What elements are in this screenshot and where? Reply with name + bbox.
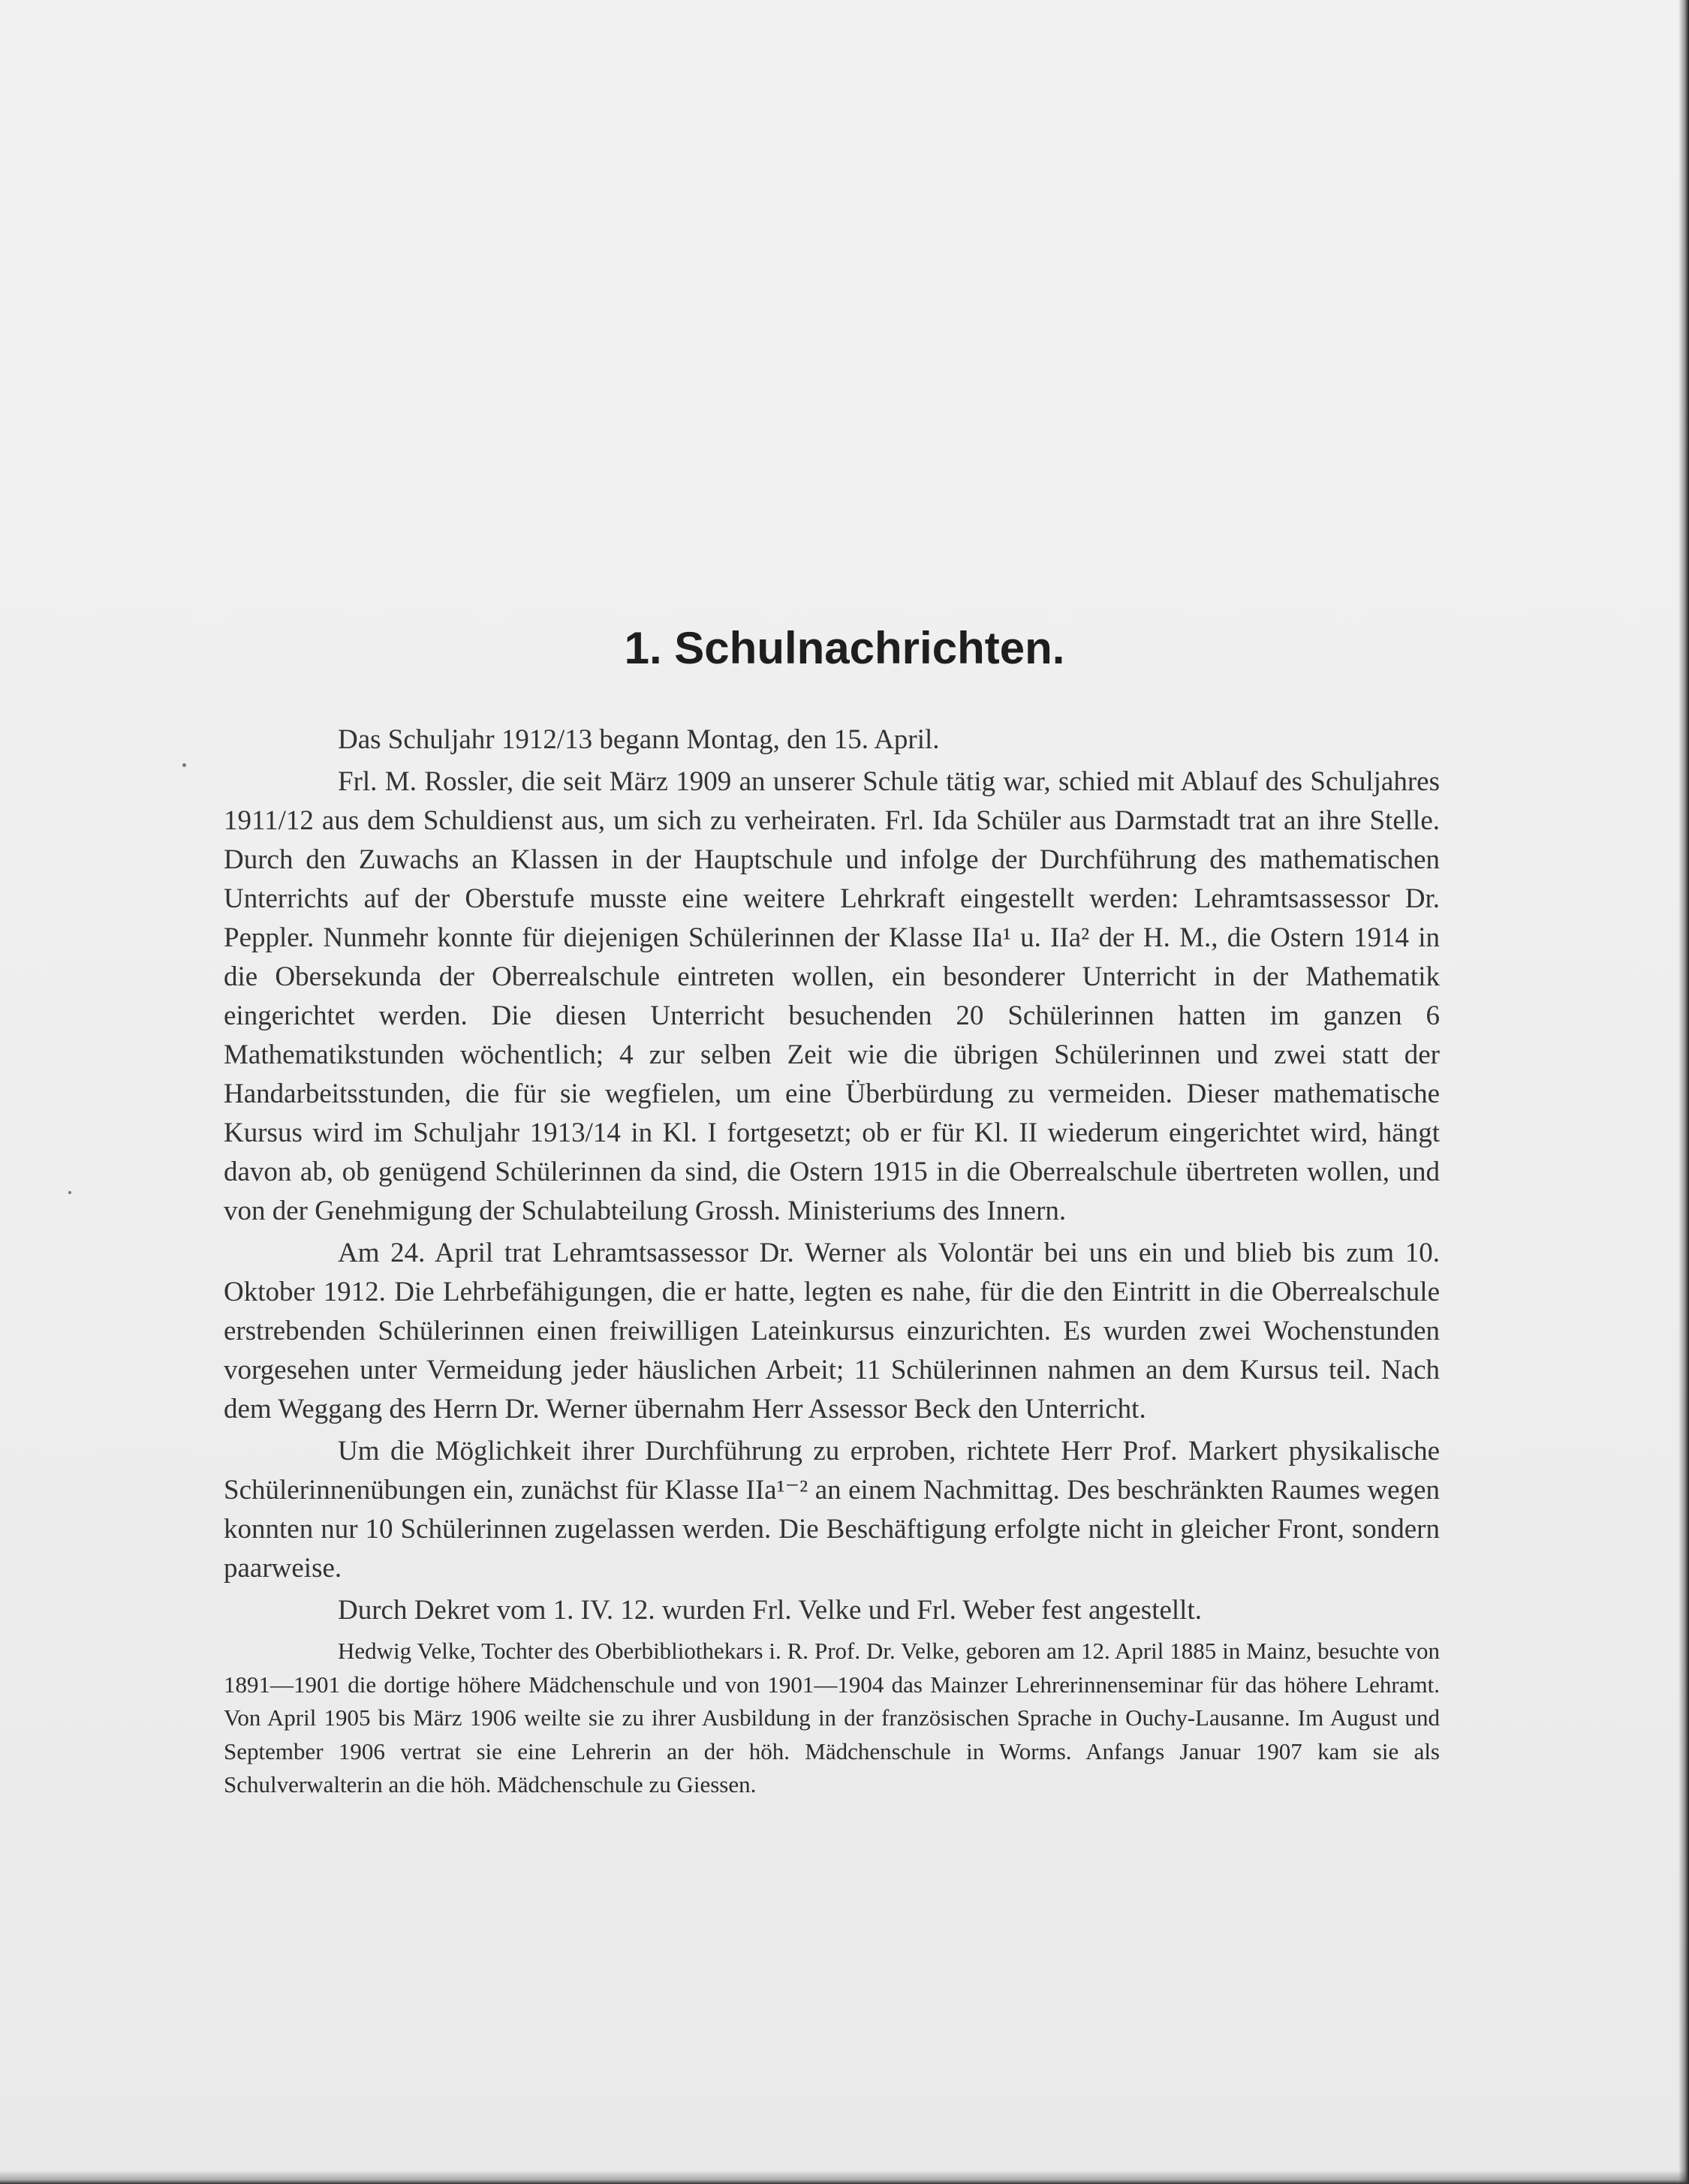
scan-edge-right [1678, 0, 1689, 2184]
paragraph-physics-exercises: Um die Möglichkeit ihrer Durchführung zu erproben, richtete Herr Prof. Markert physikalische Schülerinnenübungen ein, zunächst für Klasse IIa¹⁻² an einem Nachmittag. Des beschränkten Raumes wegen konnten nur 10 Schülerinnen zugelassen werden. Die Beschäftigung erfolgte nicht in gleicher Front, sondern paarweise. [224, 1436, 1440, 1584]
scan-speck [68, 1191, 71, 1194]
page-title: 1. Schulnachrichten. [624, 623, 1065, 673]
body-text [224, 720, 1440, 1802]
biography-note: Hedwig Velke, Tochter des Oberbibliothekars i. R. Prof. Dr. Velke, geboren am 12. April 1885 in Mainz, besuchte von 1891—1901 die dortige höhere Mädchenschule und von 1901—1904 das Mainzer Lehrerinnenseminar für das höhere Lehramt. Von April 1905 bis März 1906 weilte sie zu ihrer Ausbildung in der französischen Sprache in Ouchy-Lausanne. Im August und September 1906 vertrat sie eine Lehrerin an der höh. Mädchenschule in Worms. Anfangs Januar 1907 kam sie als Schulverwalterin an die höh. Mädchenschule zu Giessen. [224, 1638, 1440, 1797]
paragraph-latin-course: Am 24. April trat Lehramtsassessor Dr. Werner als Volontär bei uns ein und blieb bis zum 10. Oktober 1912. Die Lehrbefähigungen, die er hatte, legten es nahe, für die den Eintritt in die Oberrealschule erstrebenden Schülerinnen einen freiwilligen Lateinkursus einzurichten. Es wurden zwei Wochenstunden vorgesehen unter Vermeidung jeder häuslichen Arbeit; 11 Schülerinnen nahmen an dem Kursus teil. Nach dem Weggang des Herrn Dr. Werner übernahm Herr Assessor Beck den Unterricht. [224, 1238, 1440, 1424]
scan-speck [182, 763, 186, 767]
paragraph-school-year: Das Schuljahr 1912/13 begann Montag, den 15. April. [338, 724, 940, 755]
paragraph-appointment-decree: Durch Dekret vom 1. IV. 12. wurden Frl. Velke und Frl. Weber fest angestellt. [338, 1595, 1202, 1626]
paragraph-staff-changes: Frl. M. Rossler, die seit März 1909 an unserer Schule tätig war, schied mit Ablauf des Schuljahres 1911/12 aus dem Schuldienst aus, um sich zu verheiraten. Frl. Ida Schüler aus Darmstadt trat an ihre Stelle. Durch den Zuwachs an Klassen in der Hauptschule und infolge der Durchführung des mathematischen Unterrichts auf der Oberstufe musste eine weitere Lehrkraft eingestellt werden: Lehramtsassessor Dr. Peppler. Nunmehr konnte für diejenigen Schülerinnen der Klasse IIa¹ u. IIa² der H. M., die Ostern 1914 in die Obersekunda der Oberrealschule eintreten wollen, ein besonderer Unterricht in der Mathematik eingerichtet werden. Die diesen Unterricht besuchenden 20 Schülerinnen hatten im ganzen 6 Mathematikstunden wöchentlich; 4 zur selben Zeit wie die übrigen Schülerinnen und zwei statt der Handarbeitsstunden, die für sie wegfielen, um eine Überbürdung zu vermeiden. Dieser mathematische Kursus wird im Schuljahr 1913/14 in Kl. I fortgesetzt; ob er für Kl. II wiederum eingerichtet wird, hängt davon ab, ob genügend Schülerinnen da sind, die Ostern 1915 in die Oberrealschule übertreten wollen, und von der Genehmigung der Schulabteilung Grossh. Ministeriums des Innern. [224, 766, 1440, 1226]
scan-edge-bottom [0, 2170, 1689, 2184]
